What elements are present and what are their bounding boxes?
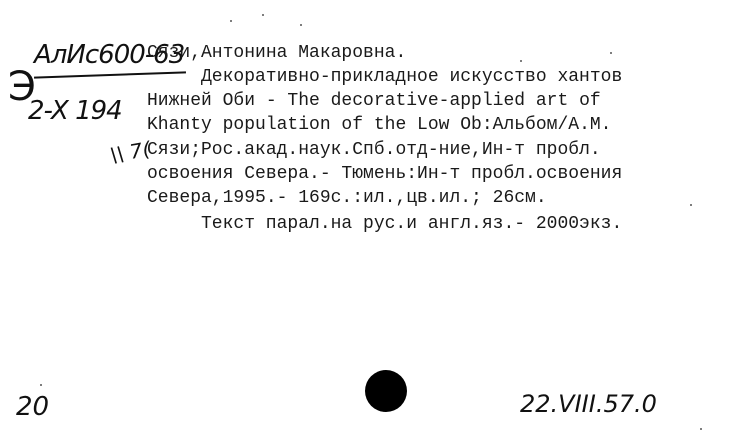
title-line-2: Нижней Оби - The decorative-applied art of bbox=[147, 91, 601, 111]
speck bbox=[610, 52, 612, 54]
inventory-mark: 2-X 194 bbox=[28, 96, 122, 126]
speck bbox=[40, 384, 42, 386]
side-mark: \\ 7( bbox=[108, 136, 153, 168]
speck bbox=[262, 14, 264, 16]
title-line-3: Khanty population of the Low Ob:Альбом/А.М. bbox=[147, 115, 612, 135]
speck bbox=[700, 428, 702, 430]
shelf-mark: АлИс600-63 bbox=[34, 40, 185, 70]
speck bbox=[520, 60, 522, 62]
speck bbox=[690, 204, 692, 206]
publication-line: освоения Севера.- Тюмень:Ин-т пробл.освоения bbox=[147, 164, 623, 184]
title-line-1: Декоративно-прикладное искусство хантов bbox=[201, 67, 623, 87]
speck bbox=[230, 20, 232, 22]
author-line: Сязи,Антонина Макаровна. bbox=[147, 43, 407, 63]
punch-hole bbox=[365, 370, 407, 412]
bottom-right-mark: 22.VIII.57.0 bbox=[520, 390, 657, 418]
physical-description-line: Севера,1995.- 169с.:ил.,цв.ил.; 26см. bbox=[147, 188, 547, 208]
bottom-left-mark: 20 bbox=[16, 392, 50, 422]
shelf-mark-underline bbox=[34, 71, 186, 78]
bracket-mark: Э bbox=[8, 64, 36, 110]
responsibility-line: Сязи;Рос.акад.наук.Спб.отд-ние,Ин-т пробл. bbox=[147, 140, 601, 160]
note-line: Текст парал.на рус.и англ.яз.- 2000экз. bbox=[201, 214, 623, 234]
speck bbox=[300, 24, 302, 26]
